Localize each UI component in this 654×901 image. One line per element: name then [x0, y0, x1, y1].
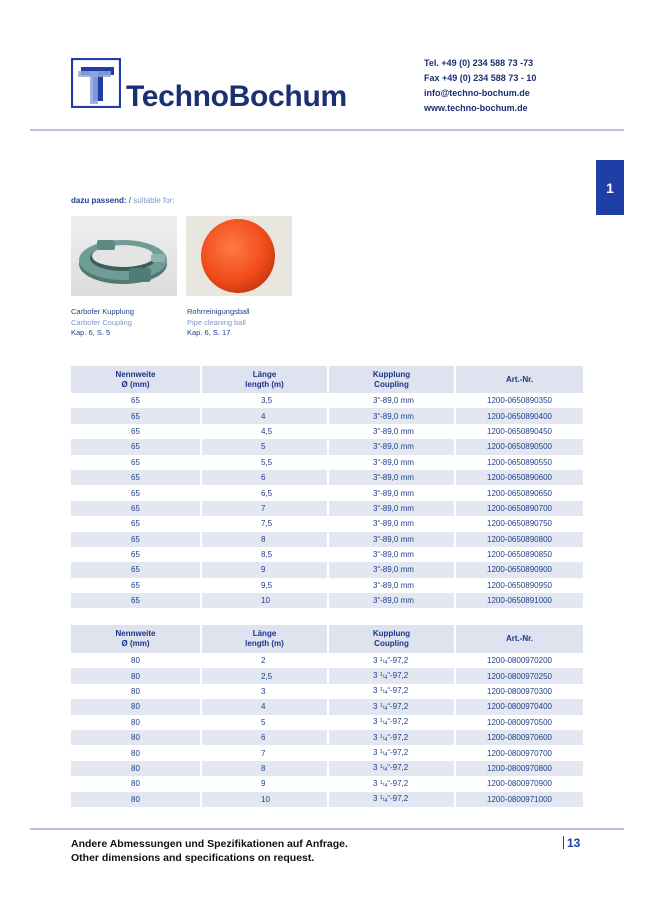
cell-length: 6,5 [201, 485, 328, 500]
column-header-length: Länge length (m) [201, 366, 328, 393]
table-row [71, 547, 583, 562]
cell-coupling: 3“-89,0 mm [328, 578, 455, 593]
cell-nominal-width: 65 [131, 519, 140, 529]
brand-name: TechnoBochum [126, 80, 347, 113]
cell-nominal-width: 80 [131, 717, 140, 727]
cell-article-number: 1200-0650891000 [455, 593, 583, 608]
fraction-denominator: 4 [384, 767, 388, 774]
page-number-bar [563, 836, 564, 849]
cell-coupling: 3“-89,0 mm [328, 393, 455, 408]
cell-length: 2,5 [201, 668, 328, 683]
cell-article-number: 1200-0800970500 [455, 715, 583, 730]
column-header-coupling: Kupplung Coupling [328, 625, 455, 653]
contact-block [424, 56, 536, 116]
fraction-numerator: 1 [379, 687, 383, 694]
coupling-whole: 3 [373, 701, 380, 711]
coupling-whole: 3 [373, 686, 380, 696]
cell-coupling: 3“-89,0 mm [328, 439, 455, 454]
fraction-denominator: 4 [384, 675, 388, 682]
cell-article-number: 1200-0800970200 [455, 653, 583, 668]
cell-article-number: 1200-0650890800 [455, 532, 583, 547]
cell-article-number: 1200-0800970800 [455, 761, 583, 776]
coupling-suffix: “-97,2 [387, 748, 409, 758]
table-row [71, 578, 583, 593]
fraction-slash: / [382, 766, 385, 773]
cell-nominal-width: 80 [71, 730, 201, 745]
cleaning-ball-caption [187, 307, 250, 339]
coupling-name-en: Carbofer Coupling [71, 317, 132, 327]
table-row [71, 761, 583, 776]
cell-coupling: 3“-89,0 mm [328, 424, 455, 439]
table-row [71, 668, 583, 683]
page-number [563, 836, 580, 850]
column-header-article-number: Art.-Nr. [455, 625, 583, 653]
footer-note [71, 837, 348, 865]
cell-length: 3,5 [201, 393, 328, 408]
fraction-numerator: 1 [379, 749, 383, 756]
fax-number: Fax +49 (0) 234 588 73 - 10 [424, 73, 537, 83]
coupling-whole: 3 [373, 763, 380, 773]
fraction-denominator: 4 [384, 705, 388, 712]
fraction-slash: / [382, 674, 385, 681]
cleaning-ball-illustration [186, 216, 292, 296]
coupling-suffix: “-97,2 [387, 778, 409, 788]
fraction-numerator: 1 [379, 702, 383, 709]
cell-coupling: 3“-89,0 mm [328, 455, 455, 470]
cell-nominal-width: 65 [71, 470, 201, 485]
cell-length: 4,5 [201, 424, 328, 439]
cell-length: 9 [201, 562, 328, 577]
coupling-suffix: “-97,2 [387, 717, 409, 727]
table-row [71, 730, 583, 745]
page-number-value: 13 [567, 836, 581, 850]
footer-note-de: Andere Abmessungen und Spezifikationen auf Anfrage. [71, 838, 348, 850]
fraction-slash: / [382, 658, 385, 665]
fraction-denominator: 4 [384, 659, 388, 666]
table-row [71, 699, 583, 714]
table-row [71, 792, 583, 807]
cell-nominal-width: 65 [131, 426, 140, 436]
fraction-denominator: 4 [384, 721, 388, 728]
spec-table-dn65 [71, 366, 583, 608]
cell-coupling: 3“-89,0 mm [328, 547, 455, 562]
cell-article-number: 1200-0650890850 [455, 547, 583, 562]
cell-nominal-width: 80 [71, 668, 201, 683]
coupling-illustration [71, 216, 177, 296]
table-row [71, 470, 583, 485]
fraction-slash: / [382, 689, 385, 696]
cell-nominal-width: 65 [131, 550, 140, 560]
table-row [71, 393, 583, 408]
fraction-denominator: 4 [384, 736, 388, 743]
table-row [71, 715, 583, 730]
cell-nominal-width: 80 [131, 656, 140, 666]
cleaning-ball-reference: Kap. 6, S. 17 [187, 328, 231, 337]
column-header-nominal-width: Nennweite Ø (mm) [71, 625, 201, 653]
fraction-numerator: 1 [379, 764, 383, 771]
fraction-slash: / [382, 704, 385, 711]
table-row [71, 562, 583, 577]
fraction-slash: / [382, 751, 385, 758]
fraction-denominator: 4 [384, 752, 388, 759]
cell-length: 10 [201, 792, 328, 807]
coupling-suffix: “-97,2 [387, 794, 409, 804]
coupling-whole: 3 [373, 655, 380, 665]
cell-coupling [328, 668, 455, 683]
coupling-whole: 3 [373, 732, 380, 742]
fraction-numerator: 1 [379, 656, 383, 663]
cell-coupling [328, 745, 455, 760]
cell-nominal-width: 65 [131, 457, 140, 467]
table-row [71, 516, 583, 531]
table-row [71, 532, 583, 547]
cell-coupling: 3“-89,0 mm [328, 501, 455, 516]
coupling-image [71, 216, 177, 296]
footer-note-en: Other dimensions and specifications on request. [71, 852, 315, 864]
cell-length: 5 [201, 439, 328, 454]
cell-nominal-width: 80 [71, 761, 201, 776]
table-row [71, 439, 583, 454]
cell-length: 6 [201, 470, 328, 485]
cell-nominal-width: 65 [71, 501, 201, 516]
chapter-tab: 1 [596, 160, 624, 215]
cell-coupling: 3“-89,0 mm [328, 485, 455, 500]
cell-coupling [328, 776, 455, 791]
table-header-row [71, 366, 583, 393]
cell-coupling: 3“-89,0 mm [328, 470, 455, 485]
technobochum-logo [71, 58, 121, 108]
suitable-for-en: suitable for: [133, 196, 175, 205]
coupling-suffix: “-97,2 [387, 655, 409, 665]
cell-length: 7 [201, 745, 328, 760]
cell-nominal-width: 80 [131, 748, 140, 758]
coupling-suffix: “-97,2 [387, 701, 409, 711]
coupling-reference: Kap. 6, S. 5 [71, 328, 111, 337]
cell-article-number: 1200-0650890500 [455, 439, 583, 454]
coupling-suffix: “-97,2 [387, 686, 409, 696]
cell-length: 2 [201, 653, 328, 668]
table-row [71, 745, 583, 760]
table-row [71, 593, 583, 608]
table-row [71, 408, 583, 423]
coupling-whole: 3 [373, 748, 380, 758]
cell-article-number: 1200-0650890750 [455, 516, 583, 531]
table-row [71, 653, 583, 668]
fraction-numerator: 1 [379, 795, 383, 802]
coupling-suffix: “-97,2 [387, 732, 409, 742]
suitable-for-de: dazu passend: [71, 196, 127, 205]
fraction-denominator: 4 [384, 782, 388, 789]
fraction-slash: / [382, 735, 385, 742]
cell-length: 4 [201, 699, 328, 714]
cleaning-ball-image [186, 216, 292, 296]
cell-article-number: 1200-0650890650 [455, 485, 583, 500]
table-row [71, 455, 583, 470]
coupling-suffix: “-97,2 [387, 763, 409, 773]
cell-coupling: 3“-89,0 mm [328, 532, 455, 547]
cell-coupling [328, 653, 455, 668]
fraction-denominator: 4 [384, 798, 388, 805]
cell-nominal-width: 65 [71, 562, 201, 577]
cell-nominal-width: 65 [131, 488, 140, 498]
cell-nominal-width: 80 [131, 686, 140, 696]
fraction-slash: / [382, 781, 385, 788]
cell-coupling [328, 730, 455, 745]
cell-nominal-width: 65 [131, 396, 140, 406]
phone-number: Tel. +49 (0) 234 588 73 -73 [424, 58, 534, 68]
cell-article-number: 1200-0800970250 [455, 668, 583, 683]
table-row [71, 684, 583, 699]
cell-nominal-width: 65 [71, 593, 201, 608]
cleaning-ball-name-de: Rohrreinigungsball [187, 307, 250, 316]
cell-nominal-width: 65 [131, 580, 140, 590]
email-link[interactable]: info@techno-bochum.de [424, 88, 530, 98]
fraction-slash: / [382, 797, 385, 804]
table-header-row [71, 625, 583, 653]
cell-coupling: 3“-89,0 mm [328, 593, 455, 608]
cell-coupling [328, 699, 455, 714]
cell-article-number: 1200-0800970700 [455, 745, 583, 760]
suitable-for-label [71, 196, 175, 205]
cell-length: 4 [201, 408, 328, 423]
cell-nominal-width: 65 [71, 408, 201, 423]
spec-table-dn80 [71, 625, 583, 807]
coupling-caption [71, 307, 134, 339]
table-row [71, 501, 583, 516]
table-body [71, 393, 583, 608]
fraction-numerator: 1 [379, 718, 383, 725]
coupling-suffix: “-97,2 [387, 671, 409, 681]
cell-coupling [328, 761, 455, 776]
cell-article-number: 1200-0650890350 [455, 393, 583, 408]
cell-article-number: 1200-0800970900 [455, 776, 583, 791]
fraction-denominator: 4 [384, 690, 388, 697]
cell-coupling: 3“-89,0 mm [328, 562, 455, 577]
website-link[interactable]: www.techno-bochum.de [424, 103, 528, 113]
fraction-numerator: 1 [379, 779, 383, 786]
coupling-whole: 3 [373, 778, 380, 788]
cell-length: 9 [201, 776, 328, 791]
cell-nominal-width: 65 [71, 439, 201, 454]
table-row [71, 424, 583, 439]
cell-length: 7 [201, 501, 328, 516]
coupling-name-de: Carbofer Kupplung [71, 307, 134, 316]
cell-article-number: 1200-0800970400 [455, 699, 583, 714]
cell-length: 8 [201, 761, 328, 776]
cell-length: 9,5 [201, 578, 328, 593]
coupling-whole: 3 [373, 717, 380, 727]
cell-length: 10 [201, 593, 328, 608]
footer-divider [30, 828, 624, 830]
cell-article-number: 1200-0650890700 [455, 501, 583, 516]
cell-nominal-width: 80 [71, 699, 201, 714]
coupling-whole: 3 [373, 671, 380, 681]
table-row [71, 485, 583, 500]
table-body [71, 653, 583, 807]
cell-length: 5,5 [201, 455, 328, 470]
cell-article-number: 1200-0650890600 [455, 470, 583, 485]
column-header-article-number: Art.-Nr. [455, 366, 583, 393]
cell-article-number: 1200-0650890400 [455, 408, 583, 423]
cell-nominal-width: 80 [71, 792, 201, 807]
cell-length: 6 [201, 730, 328, 745]
cell-article-number: 1200-0800970300 [455, 684, 583, 699]
cell-nominal-width: 65 [71, 532, 201, 547]
cell-coupling [328, 715, 455, 730]
cell-length: 5 [201, 715, 328, 730]
cell-article-number: 1200-0800971000 [455, 792, 583, 807]
cell-article-number: 1200-0650890950 [455, 578, 583, 593]
cell-article-number: 1200-0650890550 [455, 455, 583, 470]
cell-length: 8,5 [201, 547, 328, 562]
cell-coupling [328, 684, 455, 699]
cell-coupling: 3“-89,0 mm [328, 516, 455, 531]
cell-nominal-width: 80 [131, 779, 140, 789]
coupling-whole: 3 [373, 794, 380, 804]
cell-article-number: 1200-0650890450 [455, 424, 583, 439]
cell-length: 3 [201, 684, 328, 699]
cell-length: 7,5 [201, 516, 328, 531]
column-header-nominal-width: Nennweite Ø (mm) [71, 366, 201, 393]
column-header-length: Länge length (m) [201, 625, 328, 653]
cell-coupling: 3“-89,0 mm [328, 408, 455, 423]
suitable-for-separator: / [126, 196, 134, 205]
cell-article-number: 1200-0800970600 [455, 730, 583, 745]
fraction-numerator: 1 [379, 672, 383, 679]
cell-coupling [328, 792, 455, 807]
cell-article-number: 1200-0650890900 [455, 562, 583, 577]
fraction-slash: / [382, 720, 385, 727]
header-divider [30, 129, 624, 131]
fraction-numerator: 1 [379, 733, 383, 740]
cell-length: 8 [201, 532, 328, 547]
cleaning-ball-name-en: Pipe cleaning ball [187, 317, 246, 327]
table-row [71, 776, 583, 791]
column-header-coupling: Kupplung Coupling [328, 366, 455, 393]
